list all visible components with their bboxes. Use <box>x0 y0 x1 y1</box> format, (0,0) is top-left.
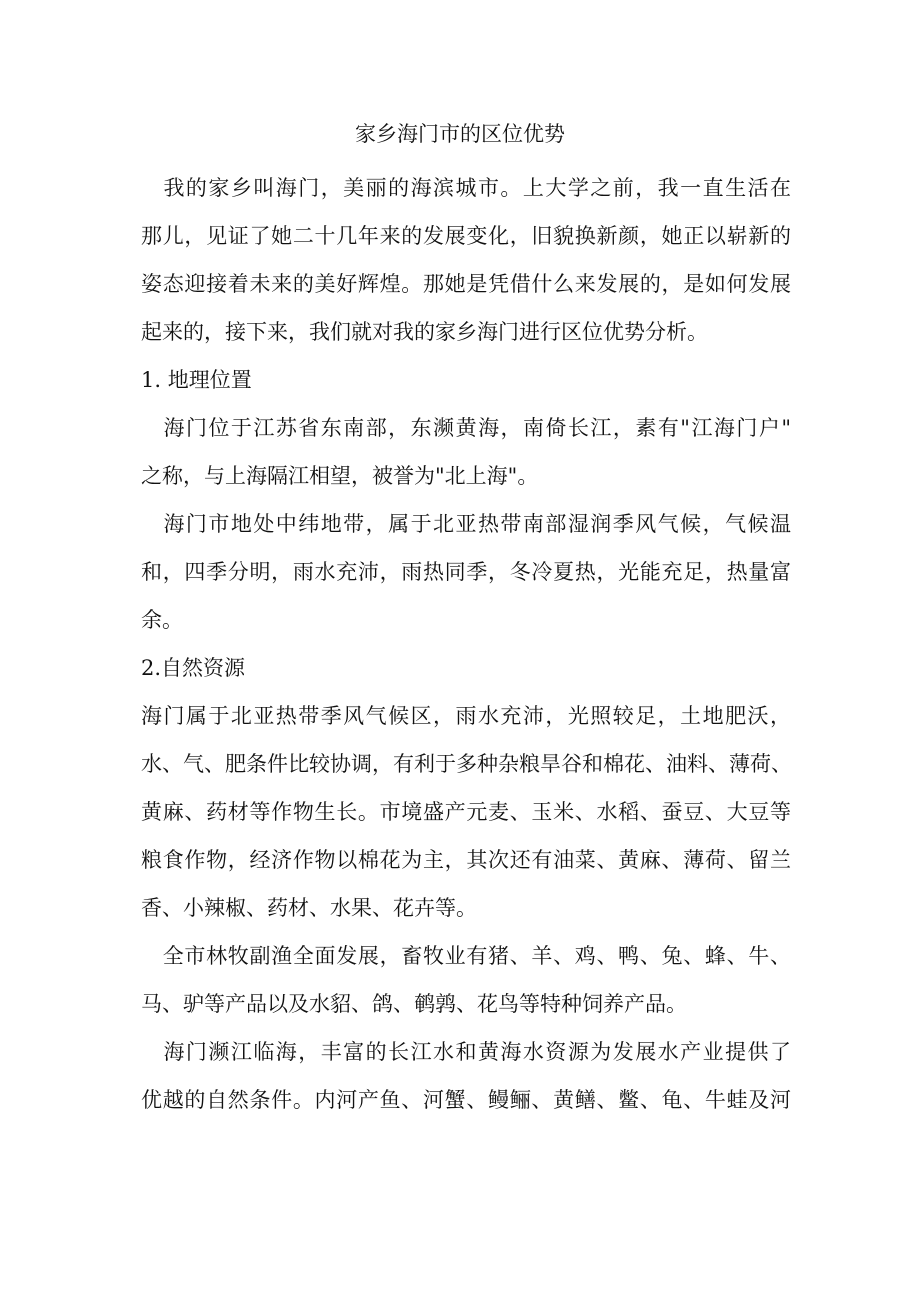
resources-para2-line-1: 全市林牧副渔全面发展，畜牧业有猪、羊、鸡、鸭、兔、蜂、牛、 <box>141 944 791 968</box>
resources-para1-line-2: 水、气、肥条件比较协调，有利于多种杂粮旱谷和棉花、油料、薄荷、 <box>141 752 792 776</box>
document-title: 家乡海门市的区位优势 <box>355 122 565 146</box>
geography-para1-line-1: 海门位于江苏省东南部，东濒黄海，南倚长江，素有"江海门户" <box>141 416 791 440</box>
resources-para2-line-2: 马、驴等产品以及水貂、鸽、鹌鹑、花鸟等特种饲养产品。 <box>141 992 687 1016</box>
resources-para3-line-1: 海门濒江临海，丰富的长江水和黄海水资源为发展水产业提供了 <box>141 1040 791 1064</box>
intro-line-3: 姿态迎接着未来的美好辉煌。那她是凭借什么来发展的，是如何发展 <box>141 272 791 296</box>
resources-para1-line-4: 粮食作物，经济作物以棉花为主，其次还有油菜、黄麻、薄荷、留兰 <box>141 848 791 872</box>
geography-para2-line-3: 余。 <box>141 608 183 632</box>
geography-para1-line-2: 之称，与上海隔江相望，被誉为"北上海"。 <box>141 464 539 488</box>
geography-para2-line-2: 和，四季分明，雨水充沛，雨热同季，冬冷夏热，光能充足，热量富 <box>141 560 791 584</box>
resources-para1-line-5: 香、小辣椒、药材、水果、花卉等。 <box>141 896 477 920</box>
section-heading-geography: 1. 地理位置 <box>141 368 252 392</box>
resources-para1-line-1: 海门属于北亚热带季风气候区，雨水充沛，光照较足，土地肥沃， <box>141 704 791 728</box>
resources-para1-line-3: 黄麻、药材等作物生长。市境盛产元麦、玉米、水稻、蚕豆、大豆等 <box>141 800 791 824</box>
section-heading-resources: 2.自然资源 <box>141 656 246 680</box>
intro-line-4: 起来的，接下来，我们就对我的家乡海门进行区位优势分析。 <box>141 320 708 344</box>
geography-para2-line-1: 海门市地处中纬地带，属于北亚热带南部湿润季风气候，气候温 <box>141 512 791 536</box>
intro-line-1: 我的家乡叫海门，美丽的海滨城市。上大学之前，我一直生活在 <box>141 176 791 200</box>
resources-para3-line-2: 优越的自然条件。内河产鱼、河蟹、鳗鲡、黄鳝、鳖、龟、牛蛙及河 <box>141 1088 791 1112</box>
intro-line-2: 那儿，见证了她二十几年来的发展变化，旧貌换新颜，她正以崭新的 <box>141 224 791 248</box>
